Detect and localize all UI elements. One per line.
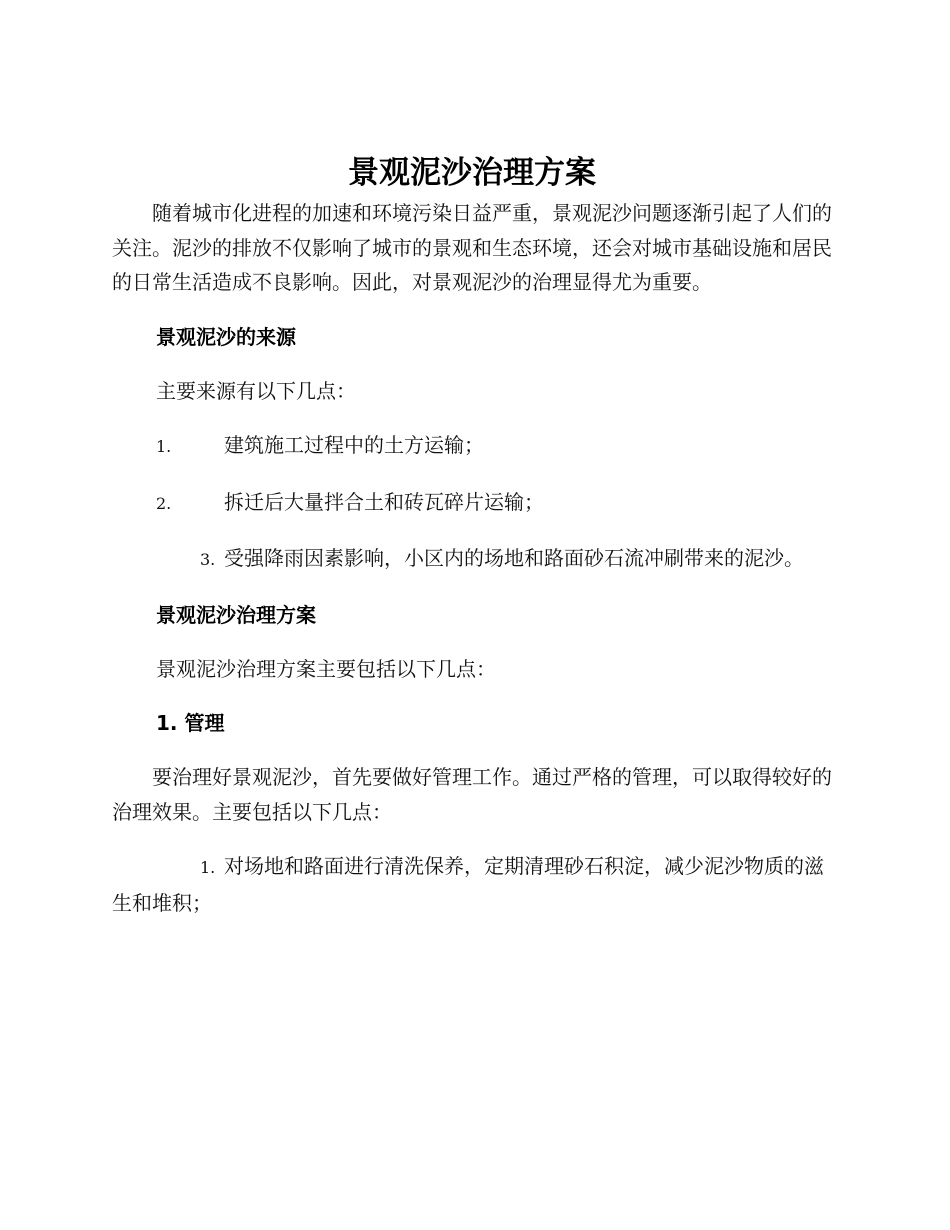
list-item	[112, 541, 832, 578]
list-item-text: 受强降雨因素影响，小区内的场地和路面砂石流冲刷带来的泥沙。	[224, 546, 804, 570]
list-item	[112, 485, 832, 522]
list-item	[112, 849, 832, 920]
section-lead-source: 主要来源有以下几点：	[156, 378, 356, 403]
list-item-number: 3.	[200, 550, 216, 569]
section-heading-source: 景观泥沙的来源	[156, 324, 296, 349]
intro-paragraph: 随着城市化进程的加速和环境污染日益严重，景观泥沙问题逐渐引起了人们的关注。泥沙的排放不仅影响了城市的景观和生态环境，还会对城市基础设施和居民的日常生活造成不良影响。因此，对景观泥沙的治理显得尤为重要。	[112, 201, 832, 294]
list-item-number: 1.	[200, 858, 216, 877]
document-title: 景观泥沙治理方案	[348, 155, 596, 191]
list-item-number: 1.	[156, 437, 172, 456]
subsection-heading-management: 1. 管理	[156, 711, 225, 735]
list-item-text: 建筑施工过程中的土方运输；	[224, 433, 484, 457]
document-page	[112, 150, 832, 920]
list-item-text: 拆迁后大量拌合土和砖瓦碎片运输；	[224, 489, 544, 514]
section-heading-plan: 景观泥沙治理方案	[156, 602, 316, 627]
section-lead-plan: 景观泥沙治理方案主要包括以下几点：	[156, 656, 496, 681]
subsection-lead-management: 要治理好景观泥沙，首先要做好管理工作。通过严格的管理，可以取得较好的治理效果。主要包括以下几点：	[112, 765, 832, 824]
list-item-text: 对场地和路面进行清洗保养，定期清理砂石积淀，减少泥沙物质的滋生和堆积；	[112, 854, 824, 915]
list-item	[112, 428, 832, 465]
list-item-number: 2.	[156, 493, 172, 513]
